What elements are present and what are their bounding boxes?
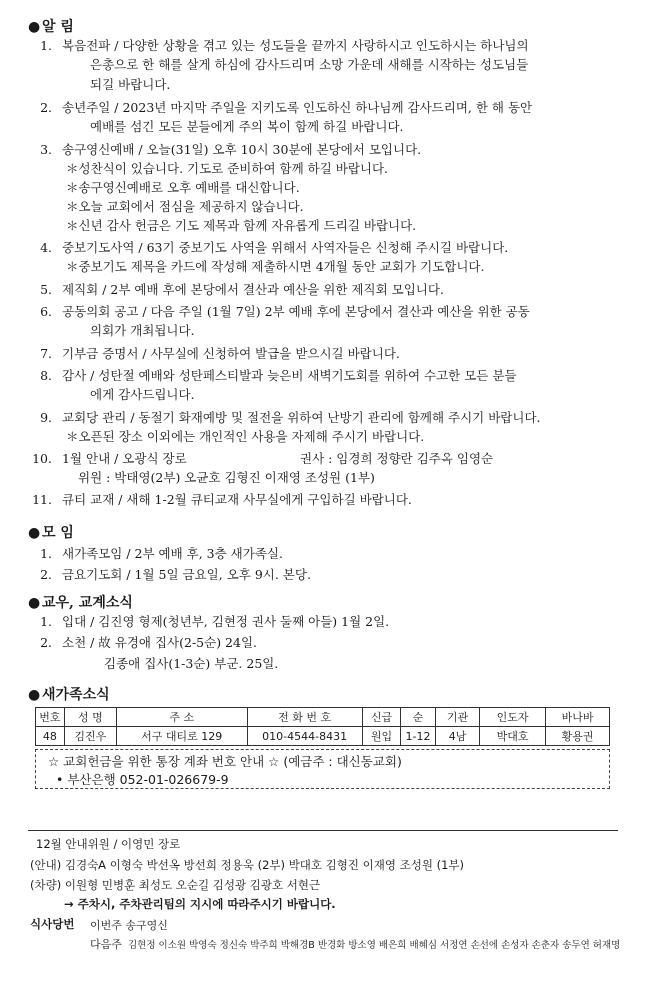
notice-line: 위원 : 박태영(2부) 오균호 김형진 이재영 조성원 (1부): [78, 470, 375, 485]
notice-number: 9.: [40, 410, 52, 425]
notice-number: 10.: [32, 451, 52, 466]
account-box: [35, 749, 610, 789]
notice-line: 중보기도사역 / 63기 중보기도 사역을 위해서 사역자들은 신청해 주시길 바랍니다.: [62, 240, 509, 255]
table-header-row: [36, 708, 610, 727]
col-header: 전 화 번 호: [247, 708, 362, 727]
notice-subline: ＊성찬식이 있습니다. 기도로 준비하여 함께 하길 바랍니다.: [66, 161, 389, 176]
notice-subline: ＊오늘 교회에서 점심을 제공하지 않습니다.: [66, 199, 304, 214]
meeting-number: 2.: [40, 567, 52, 582]
notice-subline: ＊신년 감사 헌금은 기도 제목과 함께 자유롭게 드리길 바랍니다.: [66, 218, 417, 233]
member-number: 1.: [40, 614, 52, 629]
notice-number: 7.: [40, 346, 52, 361]
members-heading: ● 교우, 교계소식: [28, 595, 133, 611]
notice-number: 6.: [40, 304, 52, 319]
notice-line: 은총으로 한 해를 살게 하심에 감사드리며 소망 가운데 새해를 시작하는 성도님들: [90, 57, 529, 72]
member-line: 소천 / 故 유경애 집사(2-5순) 24일.: [62, 635, 258, 650]
notice-line: 에게 감사드립니다.: [90, 387, 195, 402]
table-cell: 010-4544-8431: [247, 727, 362, 746]
notice-line: 1월 안내 / 오광식 장로: [62, 451, 187, 466]
table-cell: 1-12: [401, 727, 436, 746]
table-cell: 4남: [435, 727, 479, 746]
notice-line: 복음전파 / 다양한 상황을 겪고 있는 성도들을 끝까지 사랑하시고 인도하시는 하나님의: [62, 38, 529, 53]
notice-line: 기부금 증명서 / 사무실에 신청하여 발급을 받으시길 바랍니다.: [62, 346, 400, 361]
member-line: 입대 / 김진영 형제(청년부, 김현정 권사 둘째 아들) 1월 2일.: [62, 614, 390, 629]
notice-line: 공동의회 공고 / 다음 주일 (1월 7일) 2부 예배 후에 본당에서 결산과 예산을 위한 공동: [62, 304, 530, 319]
member-line: 김종애 집사(1-3순) 부군. 25일.: [104, 656, 279, 671]
notice-subline: ＊오픈된 장소 이외에는 개인적인 사용을 자제해 주시기 바랍니다.: [66, 429, 425, 444]
notice-line: 송년주일 / 2023년 마지막 주일을 지키도록 인도하신 하나님께 감사드리며, 한 해 동안: [62, 100, 533, 115]
col-header: 기관: [435, 708, 479, 727]
notice-subline: ＊중보기도 제목을 카드에 작성해 제출하시면 4개월 동안 교회가 기도합니다.: [66, 259, 485, 274]
footer-meal-next-names: 김현정 이소원 박영숙 정신숙 박주희 박해경B 반경화 방소영 배은희 배혜심 서정연 손선에 손성자 손춘자 송두연 허재명: [128, 940, 621, 951]
notice-line: 교회당 관리 / 동절기 화재예방 및 절전을 위하여 난방기 관리에 함께해 주시기 바랍니다.: [62, 410, 541, 425]
meeting-line: 금요기도회 / 1월 5일 금요일, 오후 9시. 본당.: [62, 567, 311, 582]
notice-line: 예배를 섬긴 모든 분들에게 주의 복이 함께 하길 바랍니다.: [90, 119, 404, 134]
table-row: [36, 727, 610, 746]
footer-divider: [28, 830, 618, 831]
table-cell: 48: [36, 727, 65, 746]
newfamily-heading: ● 새가족소식: [28, 687, 110, 703]
account-number: • 부산은행 052-01-026679-9: [56, 772, 229, 787]
col-header: 순: [401, 708, 436, 727]
col-header: 주 소: [116, 708, 247, 727]
member-number: 2.: [40, 635, 52, 650]
notice-line: 큐티 교재 / 새해 1-2월 큐티교재 사무실에게 구입하길 바랍니다.: [62, 492, 412, 507]
footer-meal-next-label: 다음주: [90, 938, 122, 951]
notice-number: 3.: [40, 142, 52, 157]
meeting-line: 새가족모임 / 2부 예배 후, 3층 새가족실.: [62, 546, 283, 561]
col-header: 신급: [362, 708, 400, 727]
notice-subline: ＊송구영신예배로 오후 예배를 대신합니다.: [66, 180, 300, 195]
notice-line: 감사 / 성탄절 예배와 성탄페스티발과 늦은비 새벽기도회를 위하여 수고한 모든 분들: [62, 368, 517, 383]
col-header: 성 명: [64, 708, 116, 727]
footer-parking: (차량) 이원형 민병훈 최성도 오순길 김성광 김광호 서현근: [30, 878, 321, 892]
notice-line: 제직회 / 2부 예배 후에 본당에서 결산과 예산을 위한 제직회 모입니다.: [62, 282, 444, 297]
footer-meal-this-week: 이번주 송구영신: [90, 919, 168, 932]
table-cell: 원입: [362, 727, 400, 746]
notice-line: 되길 바랍니다.: [90, 77, 171, 92]
account-title: ☆ 교회헌금을 위한 통장 계좌 번호 안내 ☆ (예금주 : 대신동교회): [48, 754, 402, 769]
notice-number: 5.: [40, 282, 52, 297]
notice-number: 2.: [40, 100, 52, 115]
notice-number: 4.: [40, 240, 52, 255]
notice-number: 1.: [40, 38, 52, 53]
footer-ushers-title: 12월 안내위원 / 이영민 장로: [36, 837, 181, 851]
meeting-number: 1.: [40, 546, 52, 561]
table-cell: 황용권: [546, 727, 610, 746]
notice-number: 11.: [32, 492, 52, 507]
col-header: 바나바: [546, 708, 610, 727]
meetings-heading: ● 모 임: [28, 525, 74, 541]
notice-line: 의회가 개최됩니다.: [90, 323, 195, 338]
footer-meal-label: 식사당번: [30, 917, 75, 931]
col-header: 번호: [36, 708, 65, 727]
notice-line-deaconess: 권사 : 임경희 정향란 김주옥 임영순: [300, 451, 494, 466]
table-cell: 박대호: [480, 727, 546, 746]
notices-heading: ● 알 림: [28, 19, 74, 35]
footer-ushers: (안내) 김경숙A 이형숙 박선옥 방선희 정용욱 (2부) 박대호 김형진 이재영 조성원 (1부): [30, 858, 465, 872]
notice-line: 송구영신예배 / 오늘(31일) 오후 10시 30분에 본당에서 모입니다.: [62, 142, 422, 157]
notice-number: 8.: [40, 368, 52, 383]
col-header: 인도자: [480, 708, 546, 727]
newfamily-table: [35, 707, 610, 746]
table-cell: 김진우: [64, 727, 116, 746]
table-cell: 서구 대티로 129: [116, 727, 247, 746]
footer-parking-note: → 주차시, 주차관리팀의 지시에 따라주시기 바랍니다.: [64, 897, 336, 911]
